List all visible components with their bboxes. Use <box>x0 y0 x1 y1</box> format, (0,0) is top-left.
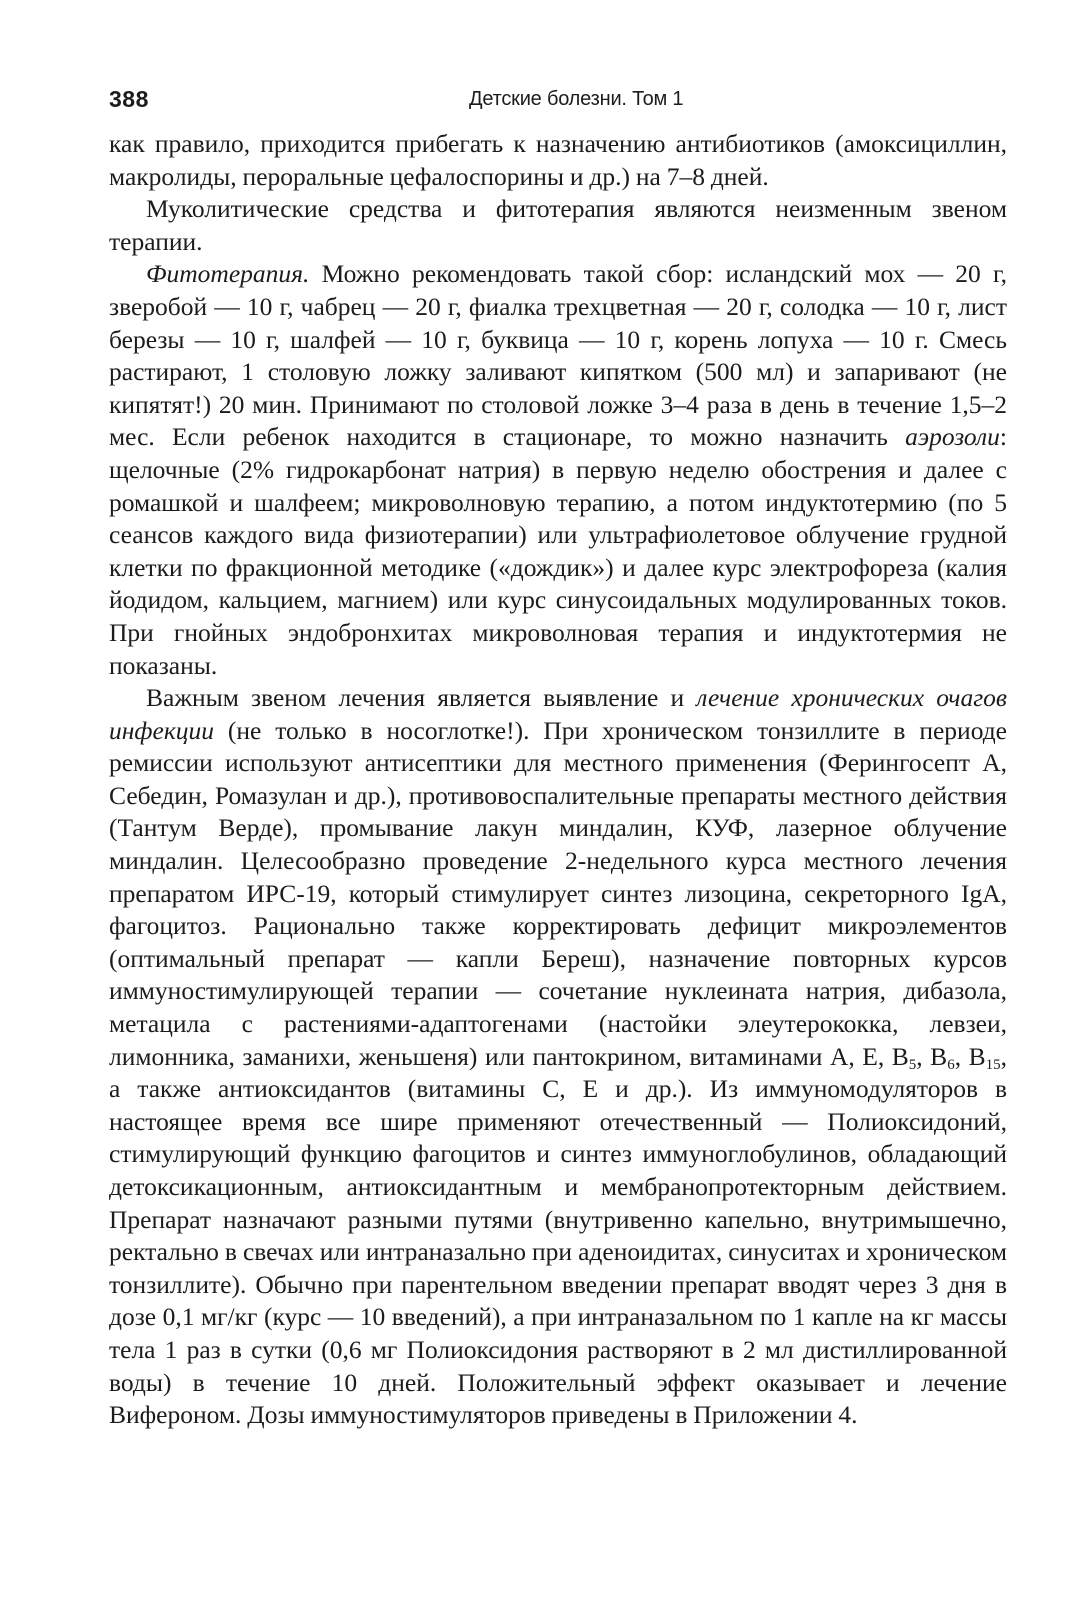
paragraph <box>109 128 1007 193</box>
subscript: 5 <box>908 1056 917 1073</box>
text-segment: , В <box>916 1041 948 1071</box>
book-page <box>109 86 1007 1432</box>
running-header <box>109 86 1007 128</box>
text-segment: Можно рекомендовать такой сбор: исландский мох — 20 г, зверобой — 10 г, чабрец — 20 г, фиалка трехцветная — 20 г, солодка — 10 г, лист березы — 10 г, шалфей — 10 г, буквица — 10 г, корень лопуха — 10 г. Смесь растирают, 1 столовую ложку заливают кипятком (500 мл) и запаривают (не кипятят!) 20 мин. Принимают по столовой ложке 3–4 раза в день в течение 1,5–2 мес. Если ребенок находится в стационаре, то можно назначить <box>109 259 1007 452</box>
paragraph <box>109 193 1007 258</box>
subscript: 15 <box>985 1056 1001 1073</box>
italic-text: Фитотерапия. <box>146 259 310 289</box>
text-segment: как правило, приходится прибегать к назначению антибиотиков (амоксициллин, макролиды, пероральные цефалоспорины и др.) на 7–8 дней. <box>109 129 1007 191</box>
text-segment: (не только в носоглотке!). При хроническом тонзиллите в периоде ремиссии используют антисептики для местного применения (Ферингосепт А, Себедин, Ромазулан и др.), противовоспалительные препараты местного действия (Тантум Верде), промывание лакун миндалин, КУФ, лазерное облучение миндалин. Целесообразно проведение 2-недельного курса местного лечения препаратом ИРС-19, который стимулирует синтез лизоцина, секреторного IgA, фагоцитоз. Рационально также корректировать дефицит микроэлементов (оптимальный препарат — капли Береш), назначение повторных курсов иммуностимулирующей терапии — сочетание нуклеината натрия, дибазола, метацила с растениями-адаптогенами (настойки элеутерококка, левзеи, лимонника, заманихи, женьшеня) или пантокрином, витаминами А, Е, В <box>109 715 1007 1071</box>
text-segment: , а также антиоксидантов (витамины С, Е и др.). Из иммуномодуляторов в настоящее время все шире применяют отечественный — Полиоксидоний, стимулирующий функцию фагоцитов и синтез иммуноглобулинов, обладающий детоксикационным, антиоксидантным и мембранопротекторным действием. Препарат назначают разными путями (внутривенно капельно, внутримышечно, ректально в свечах или интраназально при аденоидитах, синуситах и хроническом тонзиллите). Обычно при парентельном введении препарат вводят через 3 дня в дозе 0,1 мг/кг (курс — 10 введений), а при интраназальном по 1 капле на кг массы тела 1 раз в сутки (0,6 мг Полиоксидония растворяют в 2 мл дистиллированной воды) в течение 10 дней. Положительный эффект оказывает и лечение Вифероном. Дозы иммуностимуляторов приведены в Приложении 4. <box>109 1041 1007 1430</box>
paragraph <box>109 258 1007 682</box>
text-segment: Важным звеном лечения является выявление и <box>146 683 697 713</box>
subscript: 6 <box>947 1056 955 1073</box>
book-title: Детские болезни. Том 1 <box>469 88 684 110</box>
text-segment: Муколитические средства и фитотерапия являются неизменным звеном терапии. <box>109 194 1007 256</box>
text-segment: : щелочные (2% гидрокарбонат натрия) в первую неделю обострения и далее с ромашкой и шалфеем; микроволновую терапию, а потом индуктотермию (по 5 сеансов каждого вида физиотерапии) или ультрафиолетовое облучение грудной клетки по фракционной методике («дождик») и далее курс электрофореза (калия йодидом, кальцием, магнием) или курс синусоидальных модулированных токов. При гнойных эндобронхитах микроволновая терапия и индуктотермия не показаны. <box>109 422 1007 680</box>
page-number: 388 <box>109 86 149 112</box>
body-text <box>109 128 1007 1432</box>
italic-text: лечение хронических очагов инфекции <box>109 683 1007 745</box>
text-segment: , В <box>954 1041 986 1071</box>
italic-text: аэрозоли <box>905 422 1000 452</box>
paragraph <box>109 682 1007 1432</box>
